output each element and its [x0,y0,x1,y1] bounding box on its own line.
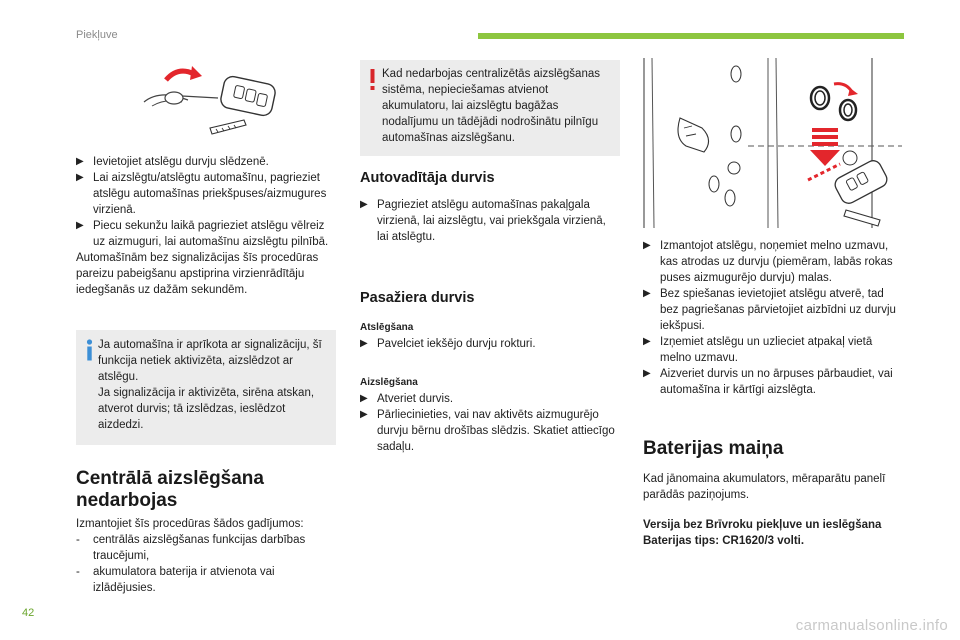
list-item: ▶ Atveriet durvis. [360,393,454,405]
bullet-arrow-icon: ▶ [643,288,651,299]
lock-label: Aizslēgšana [360,377,418,388]
info-text: Ja automašīna ir aprīkota ar signalizāciju, šī funkcija netiek aktivizēta, aizslēdzot ar atslēgu. [98,339,322,383]
list-item: ▶ Pārliecinieties, vai nav aktivēts aizmugurējo durvju bērnu drošības slēdzis. Skatiet attiecīgo sadaļu. [360,409,615,453]
info-text: Ja signalizācija ir aktivizēta, sirēna atskan, atverot durvis; tā izslēdzas, ieslēdzot aizdedzi. [98,387,315,431]
unlock-label: Atslēgšana [360,322,414,333]
push-arrow-icon [810,150,840,166]
list-item: ▶ Piecu sekunžu laikā pagrieziet atslēgu vēlreiz uz aizmuguri, lai automašīnu aizslēgtu pilnībā. [76,220,329,248]
list-item: ▶ Aizveriet durvis un no ārpuses pārbaudiet, vai automašīna ir kārtīgi aizslēgta. [643,368,893,396]
list-item: ▶ Pagrieziet atslēgu automašīnas pakaļgala virzienā, lai aizslēgtu, vai priekšgala virzienā, lai atslēgtu. [360,199,606,243]
list-item: ▶ Pavelciet iekšējo durvju rokturi. [360,338,536,350]
column-1 [76,154,338,298]
bullet-arrow-icon: ▶ [360,199,368,210]
central-locking-section [76,516,338,596]
cases-list [76,532,338,596]
bullet-arrow-icon: ▶ [360,393,368,404]
section-title: Piekļuve [76,29,118,41]
bullet-arrow-icon: ▶ [643,368,651,379]
warning-text: Kad nedarbojas centralizētās aizslēgšanas sistēma, nepieciešamas atvienot akumulatoru, lai aizslēgtu bagāžas nodalījumu un tādējādi nodrošinātu pilnīgu automašīnas aizslēgšanu. [382,68,600,144]
bullet-arrow-icon: ▶ [360,409,368,420]
key-blade-icon [210,120,246,134]
lock-hole-icon [728,162,740,174]
list-item: ▶ Lai aizslēgtu/atslēgtu automašīnu, pagrieziet atslēgu automašīnas priekšpuses/aizmugures virzienā. [76,172,327,216]
battery-text: Kad jānomaina akumulators, mēraparātu panelī parādās paziņojums. [643,473,886,501]
section-accent-bar [478,33,904,39]
list-item: ▶ Izņemiet atslēgu un uzlieciet atpakaļ vietā melno uzmavu. [643,336,873,364]
intro-text: Izmantojiet šīs procedūras šādos gadījumos: [76,518,304,530]
battery-version: Versija bez Brīvroku piekļuve un ieslēgšana [643,519,882,531]
rotate-arrow-icon [166,71,194,80]
list-item: ▶ Ievietojiet atslēgu durvju slēdzenē. [76,156,269,168]
bullet-arrow-icon: ▶ [76,156,84,167]
rotate-arrow-icon [834,84,852,92]
key-blade-icon [844,210,880,226]
passenger-lock-section [360,375,620,455]
page-number: 42 [22,607,35,619]
heading-battery-change: Baterijas maiņa [643,438,784,459]
passenger-unlock-section [360,320,618,352]
list-item: ▶ Izmantojot atslēgu, noņemiet melno uzmavu, kas atrodas uz durvju (piemēram, labās rokas puses aizmugurējo durvju) malas. [643,240,893,284]
warning-box [360,60,620,156]
heading-passenger-door: Pasažiera durvis [360,290,475,306]
watermark: carmanualsonline.info [795,617,948,634]
list-item: ▶ Bez spiešanas ievietojiet atslēgu atverē, tad bez pagriešanas pārvietojiet aizbīdni uz durvju iekšpusi. [643,288,896,332]
warning-icon [368,69,377,91]
info-box [76,330,336,445]
info-icon [85,339,94,361]
key-in-lock-illustration [136,58,286,142]
confirmation-note: Automašīnām bez signalizācijas šīs procedūras pareizu pabeigšanu apstiprina virzienrādītāju iedegšanās uz dažām sekundēm. [76,252,319,296]
column-3-steps [643,238,905,398]
list-item: - akumulatora baterija ir atvienota vai izlādējusies. [76,566,275,594]
list-item: - centrālās aizslēgšanas funkcijas darbības traucējumi, [76,534,306,562]
bullet-arrow-icon: ▶ [76,220,84,231]
bullet-arrow-icon: ▶ [360,338,368,349]
bullet-arrow-icon: ▶ [76,172,84,183]
bullet-arrow-icon: ▶ [643,240,651,251]
bullet-arrow-icon: ▶ [643,336,651,347]
driver-door-section [360,197,618,245]
battery-type: Baterijas tips: CR1620/3 volti. [643,535,805,547]
heading-driver-door: Autovadītāja durvis [360,170,495,186]
lock-steps-list [76,154,338,250]
heading-central-locking: Centrālā aizslēgšana nedarbojas [76,468,264,511]
door-edge-lock-illustration [640,58,908,230]
battery-section [643,471,905,549]
